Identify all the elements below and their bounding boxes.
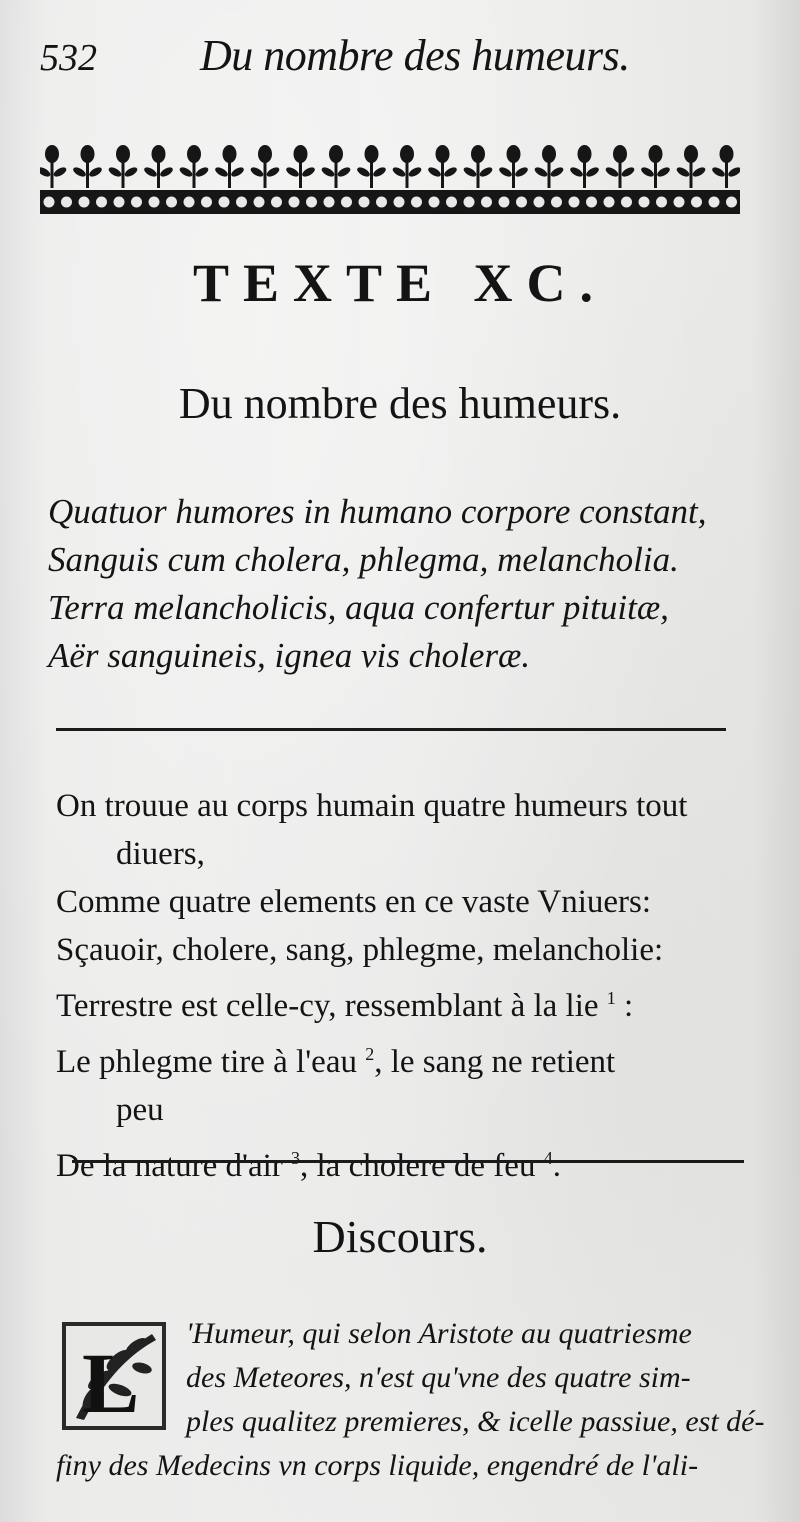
flower-ornament-icon [214,145,246,188]
scroll-curl-icon [534,197,545,208]
scroll-curl-icon [621,197,632,208]
flower-ornament-icon [285,145,317,188]
scroll-curl-icon [674,197,685,208]
flower-ornament-icon [178,145,210,188]
verse-text: Terrestre est celle-cy, ressemblant à la lie [56,988,599,1024]
flower-ornament-icon [391,145,423,188]
flower-ornament-icon [427,145,459,188]
verse-text: , le sang ne retient [374,1044,616,1080]
running-head [40,28,760,88]
scroll-curl-icon [131,197,142,208]
scroll-curl-icon [499,197,510,208]
flower-ornament-icon [40,145,68,188]
scroll-curl-icon [96,197,107,208]
verse-text: De la nature d'air [56,1148,283,1184]
scroll-curl-icon [201,197,212,208]
flower-ornament-icon [569,145,601,188]
scroll-curl-icon [586,197,597,208]
scroll-curl-icon [271,197,282,208]
scroll-curl-icon [604,197,615,208]
footnote-marker[interactable]: 2 [365,1044,375,1064]
scroll-curl-icon [481,197,492,208]
french-verse-line [56,974,766,1030]
scroll-curl-icon [114,197,125,208]
scroll-curl-icon [376,197,387,208]
verse-text: Le phlegme tire à l'eau [56,1044,357,1080]
body-line: ples qualitez premieres, & icelle passiue, est dé- [186,1405,765,1438]
scroll-curl-icon [709,197,720,208]
flower-ornament-icon [462,145,494,188]
scroll-curl-icon [726,197,737,208]
french-verse-line: Comme quatre elements en ce vaste Vniuers: [56,884,652,920]
scroll-curl-icon [341,197,352,208]
verse-text: : [615,988,634,1024]
running-title: Du nombre des humeurs. [200,31,630,80]
scroll-curl-icon [639,197,650,208]
scroll-curl-icon [44,197,55,208]
scroll-curl-icon [394,197,405,208]
french-verse-line: On trouue au corps humain quatre humeurs tout [56,788,688,824]
scroll-curl-icon [691,197,702,208]
divider-rule [56,728,726,731]
flower-ornament-icon [249,145,281,188]
scroll-curl-icon [79,197,90,208]
body-line: finy des Medecins vn corps liquide, engendré de l'ali- [56,1449,699,1482]
flower-ornament-icon [107,145,139,188]
section-title: TEXTE XC. [192,253,608,313]
flower-ornament-icon [72,145,104,188]
latin-verse [48,488,768,680]
scroll-curl-icon [184,197,195,208]
scroll-curl-icon [219,197,230,208]
body-line: des Meteores, n'est qu'vne des quatre sim- [186,1361,691,1394]
scroll-curl-icon [464,197,475,208]
scroll-curl-icon [429,197,440,208]
svg-text:L: L [82,1335,140,1431]
flower-ornament-icon [675,145,707,188]
flower-ornament-icon [711,145,740,188]
verse-text: , la cholere de feu [300,1148,536,1184]
flower-ornament-icon [143,145,175,188]
page-number: 532 [40,37,97,79]
flower-ornament-icon [498,145,530,188]
flower-ornament-icon [356,145,388,188]
discours-body [56,1312,766,1488]
flower-ornament-icon [320,145,352,188]
discours-title: Discours. [312,1211,488,1262]
scroll-curl-icon [516,197,527,208]
scroll-curl-icon [149,197,160,208]
flower-ornament-icon [533,145,565,188]
ornament-band [40,140,740,218]
scroll-curl-icon [166,197,177,208]
scroll-curl-icon [446,197,457,208]
flower-ornament-icon [604,145,636,188]
scroll-curl-icon [324,197,335,208]
french-verse [56,782,766,1190]
latin-verse-line: Sanguis cum cholera, phlegma, melancholia. [48,540,679,579]
footnote-marker[interactable]: 1 [606,988,616,1008]
section-subtitle: Du nombre des humeurs. [178,379,622,428]
scroll-curl-icon [289,197,300,208]
french-verse-line: Sçauoir, cholere, sang, phlegme, melancholie: [56,932,664,968]
french-verse-line-continuation: diuers, [116,836,205,872]
divider-rule [72,1160,744,1163]
body-line: 'Humeur, qui selon Aristote au quatriesme [186,1317,692,1350]
latin-verse-line: Terra melancholicis, aqua confertur pituitæ, [48,588,669,627]
footnote-marker[interactable]: 3 [291,1148,300,1168]
scroll-curl-icon [551,197,562,208]
scroll-band [40,190,740,214]
verse-text: . [552,1148,561,1184]
scroll-curl-icon [61,197,72,208]
scroll-curl-icon [656,197,667,208]
latin-verse-line: Aër sanguineis, ignea vis choleræ. [48,636,531,675]
footnote-marker[interactable]: 4 [543,1148,553,1168]
scroll-curl-icon [236,197,247,208]
french-verse-line [56,1030,766,1086]
latin-verse-line: Quatuor humores in humano corpore constant, [48,492,707,531]
scroll-curl-icon [359,197,370,208]
scroll-curl-icon [306,197,317,208]
scroll-curl-icon [254,197,265,208]
scroll-curl-icon [569,197,580,208]
drop-cap-l-icon [60,1320,168,1432]
scroll-curl-icon [411,197,422,208]
flower-ornament-icon [640,145,672,188]
french-verse-line-continuation: peu [116,1092,164,1128]
